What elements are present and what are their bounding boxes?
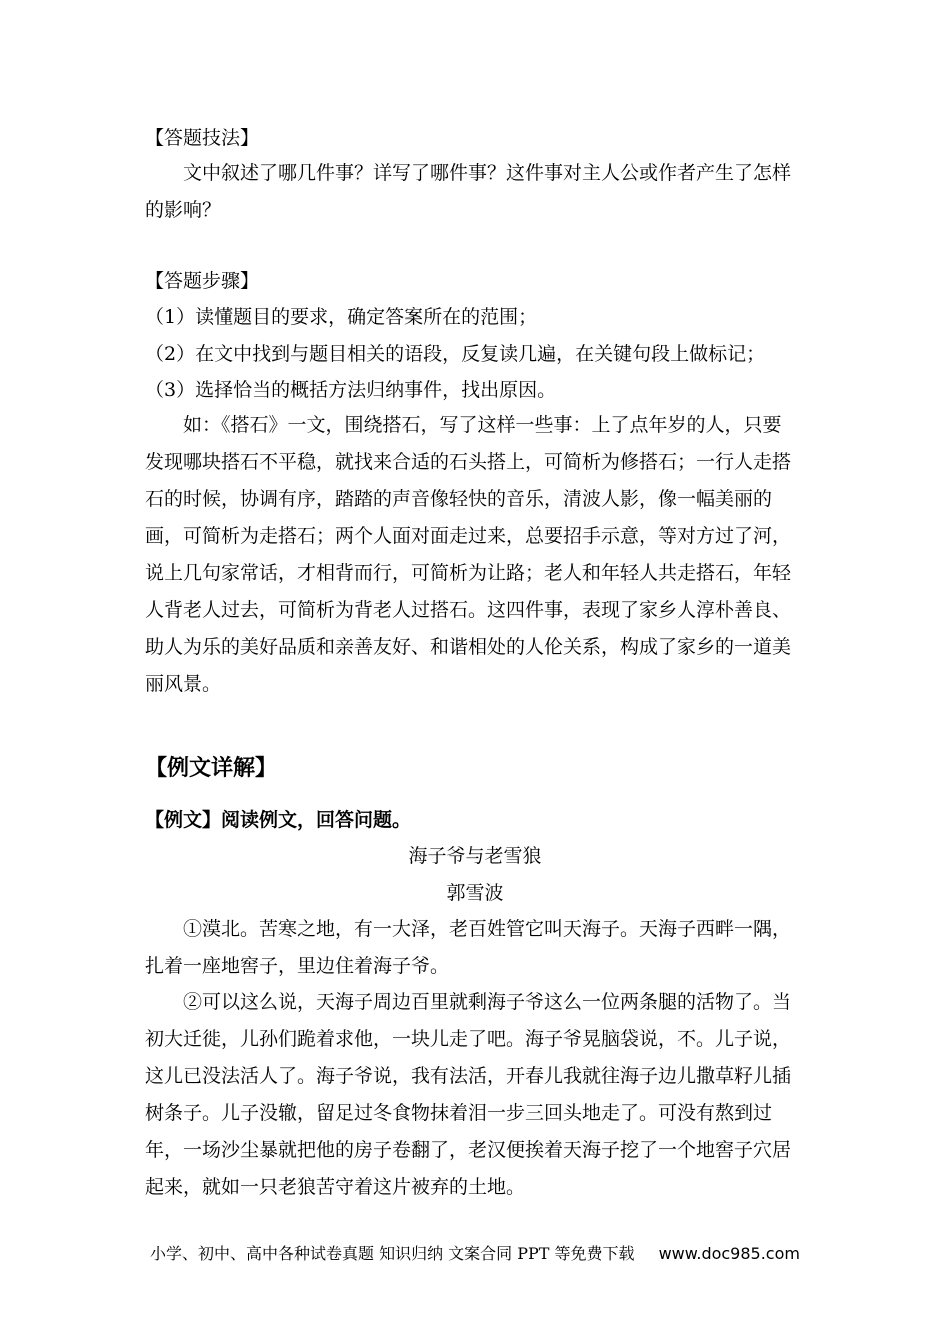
para1-line-2: 扎着一座地窖子，里边住着海子爷。 bbox=[145, 955, 450, 977]
article-title: 海子爷与老雪狼 bbox=[408, 845, 542, 867]
example-line-7: 助人为乐的美好品质和亲善友好、和谐相处的人伦关系，构成了家乡的一道美 bbox=[145, 636, 792, 658]
example-prompt: 【例文】阅读例文，回答问题。 bbox=[145, 809, 412, 831]
example-line-3: 石的时候，协调有序，踏踏的声音像轻快的音乐，清波人影，像一幅美丽的 bbox=[145, 488, 773, 510]
para1-line-1: ①漠北。苦寒之地，有一大泽，老百姓管它叫天海子。天海子西畔一隅， bbox=[183, 918, 792, 940]
para2-line-3: 这儿已没法活人了。海子爷说，我有法活，开春儿我就往海子边儿撒草籽儿插 bbox=[145, 1065, 792, 1087]
para2-line-4: 树条子。儿子没辙，留足过冬食物抹着泪一步三回头地走了。可没有熬到过 bbox=[145, 1102, 773, 1124]
example-line-8: 丽风景。 bbox=[145, 673, 222, 695]
article-author: 郭雪波 bbox=[446, 882, 504, 904]
para2-line-6: 起来，就如一只老狼苦守着这片被弃的土地。 bbox=[145, 1176, 526, 1198]
example-line-6: 人背老人过去，可简析为背老人过搭石。这四件事，表现了家乡人淳朴善良、 bbox=[145, 599, 792, 621]
footer-url-link[interactable]: www.doc985.com bbox=[658, 1244, 800, 1263]
example-line-5: 说上几句家常话，才相背而行，可简析为让路；老人和年轻人共走搭石，年轻 bbox=[145, 562, 792, 584]
steps-heading: 【答题步骤】 bbox=[145, 270, 260, 292]
technique-heading: 【答题技法】 bbox=[145, 127, 260, 149]
footer-text: 小学、初中、高中各种试卷真题 知识归纳 文案合同 PPT 等免费下载 bbox=[150, 1244, 635, 1263]
technique-line-2: 的影响？ bbox=[145, 199, 222, 221]
technique-line-1: 文中叙述了哪几件事？详写了哪件事？这件事对主人公或作者产生了怎样 bbox=[183, 162, 792, 184]
example-line-1: 如：《搭石》一文，围绕搭石，写了这样一些事：上了点年岁的人，只要 bbox=[183, 414, 782, 436]
example-section-heading: 【例文详解】 bbox=[145, 756, 278, 781]
para2-line-5: 年，一场沙尘暴就把他的房子卷翻了，老汉便挨着天海子挖了一个地窖子穴居 bbox=[145, 1139, 792, 1161]
step-item-2: （2）在文中找到与题目相关的语段，反复读几遍，在关键句段上做标记； bbox=[145, 343, 766, 365]
step-item-3: （3）选择恰当的概括方法归纳事件，找出原因。 bbox=[145, 379, 557, 401]
para2-line-1: ②可以这么说，天海子周边百里就剩海子爷这么一位两条腿的活物了。当 bbox=[183, 991, 792, 1013]
page-footer bbox=[0, 1244, 950, 1264]
example-line-2: 发现哪块搭石不平稳，就找来合适的石头搭上，可简析为修搭石；一行人走搭 bbox=[145, 451, 792, 473]
para2-line-2: 初大迁徙，儿孙们跪着求他，一块儿走了吧。海子爷晃脑袋说，不。儿子说， bbox=[145, 1028, 792, 1050]
step-item-1: （1）读懂题目的要求，确定答案所在的范围； bbox=[145, 306, 538, 328]
example-line-4: 画，可简析为走搭石；两个人面对面走过来，总要招手示意，等对方过了河， bbox=[145, 525, 792, 547]
